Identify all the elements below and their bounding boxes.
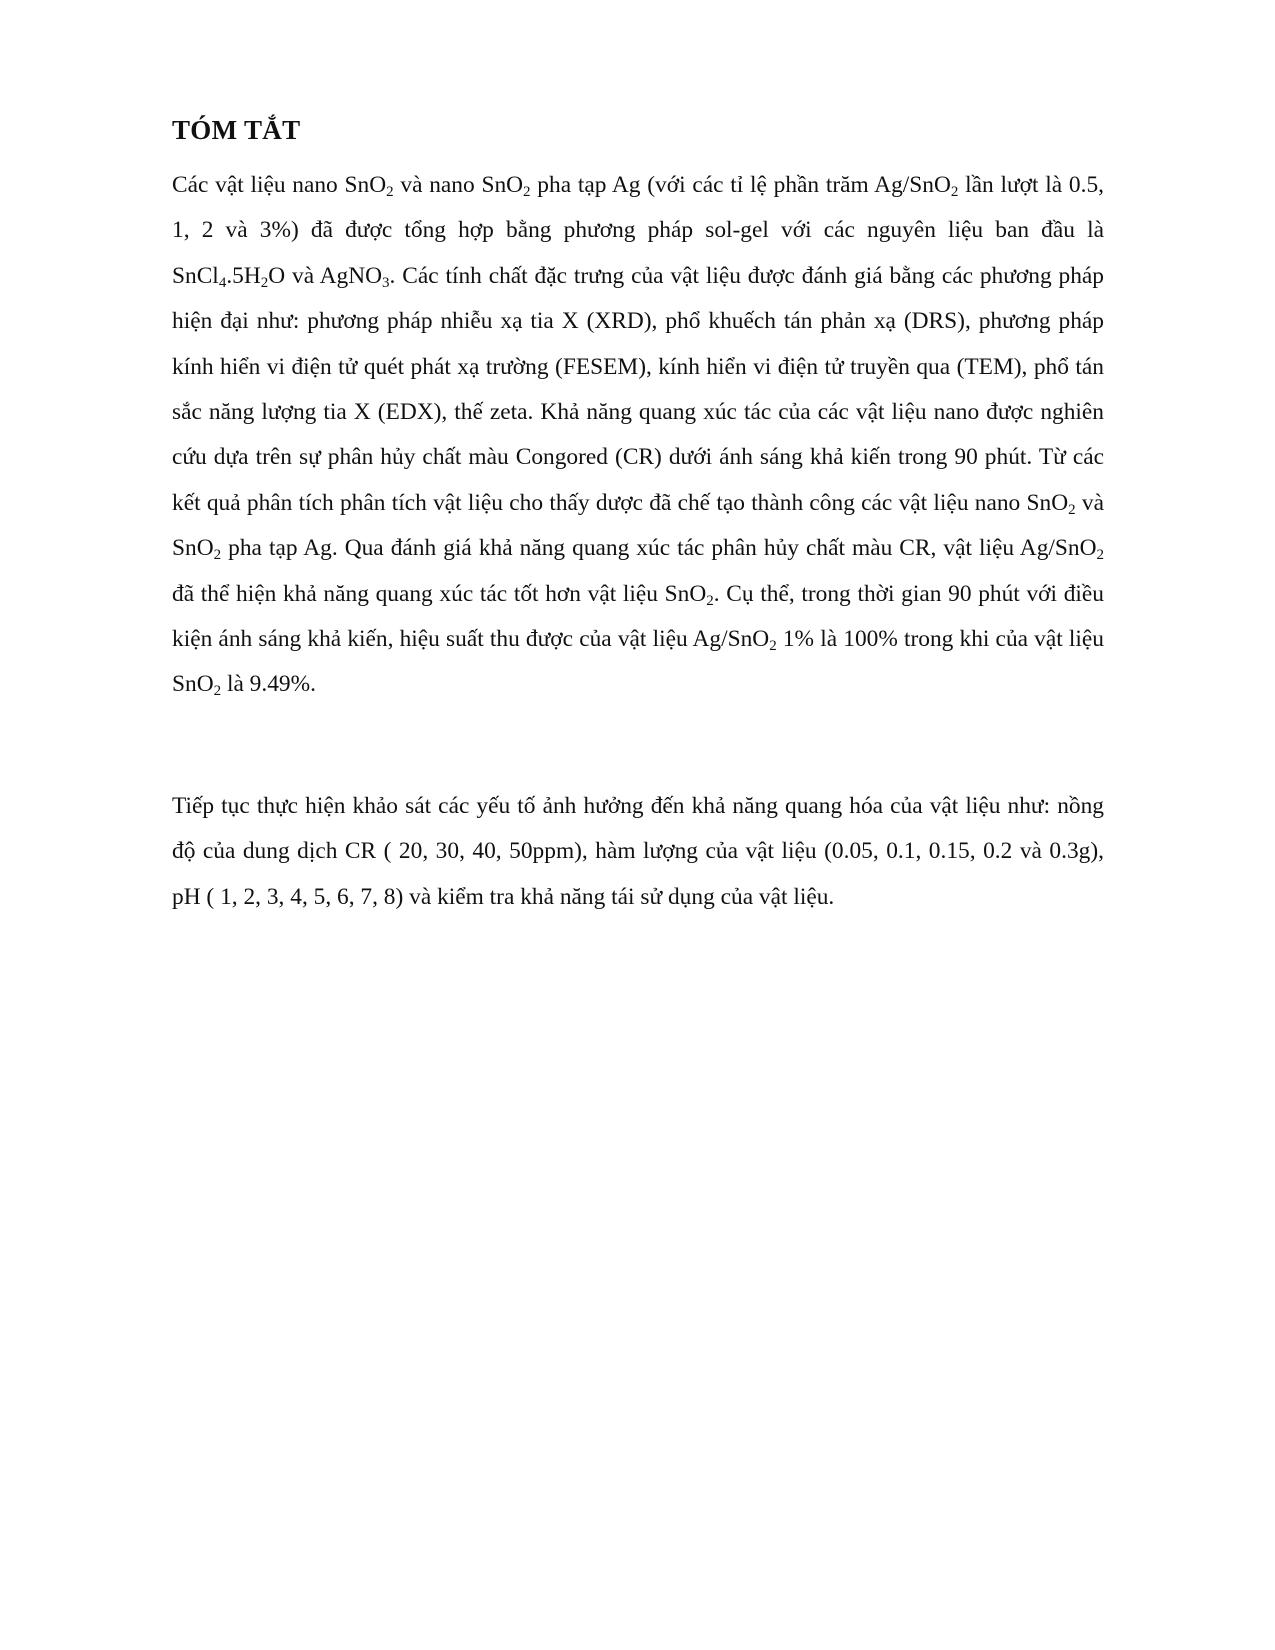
text-run: .5H [226,262,261,289]
text-run: là 9.49%. [221,671,316,698]
text-run: O và AgNO [268,262,383,289]
text-run: . Các tính chất đặc trưng của vật liệu được đánh giá bằng các phương pháp hiện đại như: phương pháp nhiễu xạ tia X (XRD), phổ khuếch tán phản xạ (DRS), phương pháp kính hiển vi điện tử quét phát xạ trường (FESEM), kính hiển vi điện tử truyền qua (TEM), phổ tán sắc năng lượng tia X (EDX), thế zeta. Khả năng quang xúc tác của các vật liệu nano được nghiên cứu dựa trên sự phân hủy chất màu Congored (CR) dưới ánh sáng khả kiến trong 90 phút. Từ các kết quả phân tích phân tích vật liệu cho thấy dược đã chế tạo thành công các vật liệu nano SnO [172,262,1104,516]
text-run: 1% là 100% trong khi của vật liệu SnO [172,626,1104,698]
text-run: Các vật liệu nano SnO [172,172,387,198]
text-run: pha tạp Ag. Qua đánh giá khả năng quang xúc tác phân hủy chất màu CR, vật liệu Ag/SnO [221,535,1097,562]
text-run: lần lượt là 0.5, 1, 2 và 3%) đã được tổng hợp bằng phương pháp sol-gel với các nguyên liệu ban đầu là SnCl [172,172,1104,289]
subscript: 2 [386,184,394,200]
abstract-paragraph-2 [172,784,1104,920]
text-run: và nano SnO [393,172,524,198]
subscript: 2 [1096,547,1104,564]
subscript: 2 [260,274,269,291]
text-run: và SnO [172,489,1104,562]
subscript: 2 [769,638,777,655]
text-run: đã thể hiện khả năng quang xúc tác tốt hơn vật liệu SnO [172,580,707,607]
section-title: TÓM TẮT [172,115,301,145]
subscript: 2 [706,592,714,609]
subscript: 2 [213,683,222,700]
subscript: 2 [213,547,222,564]
subscript: 2 [950,184,959,200]
text-run: Tiếp tục thực hiện khảo sát các yếu tố ảnh hưởng đến khả năng quang hóa của vật liệu như: nồng độ của dung dịch CR ( 20, 30, 40, 50ppm), hàm lượng của vật liệu (0.05, 0.1, 0.15, 0.2 và 0.3g), pH ( 1, 2, 3, 4, 5, 6, 7, 8) và kiểm tra khả năng tái sử dụng của vật liệu. [172,793,1104,910]
subscript: 3 [382,274,390,291]
subscript: 4 [218,274,227,291]
text-run: . Cụ thể, trong thời gian 90 phút với điều kiện ánh sáng khả kiến, hiệu suất thu được của vật liệu Ag/SnO [172,580,1104,653]
abstract-paragraph-1 [172,163,1104,708]
subscript: 2 [1068,501,1076,518]
text-run: pha tạp Ag (với các tỉ lệ phần trăm Ag/SnO [530,172,951,198]
subscript: 2 [523,184,531,200]
